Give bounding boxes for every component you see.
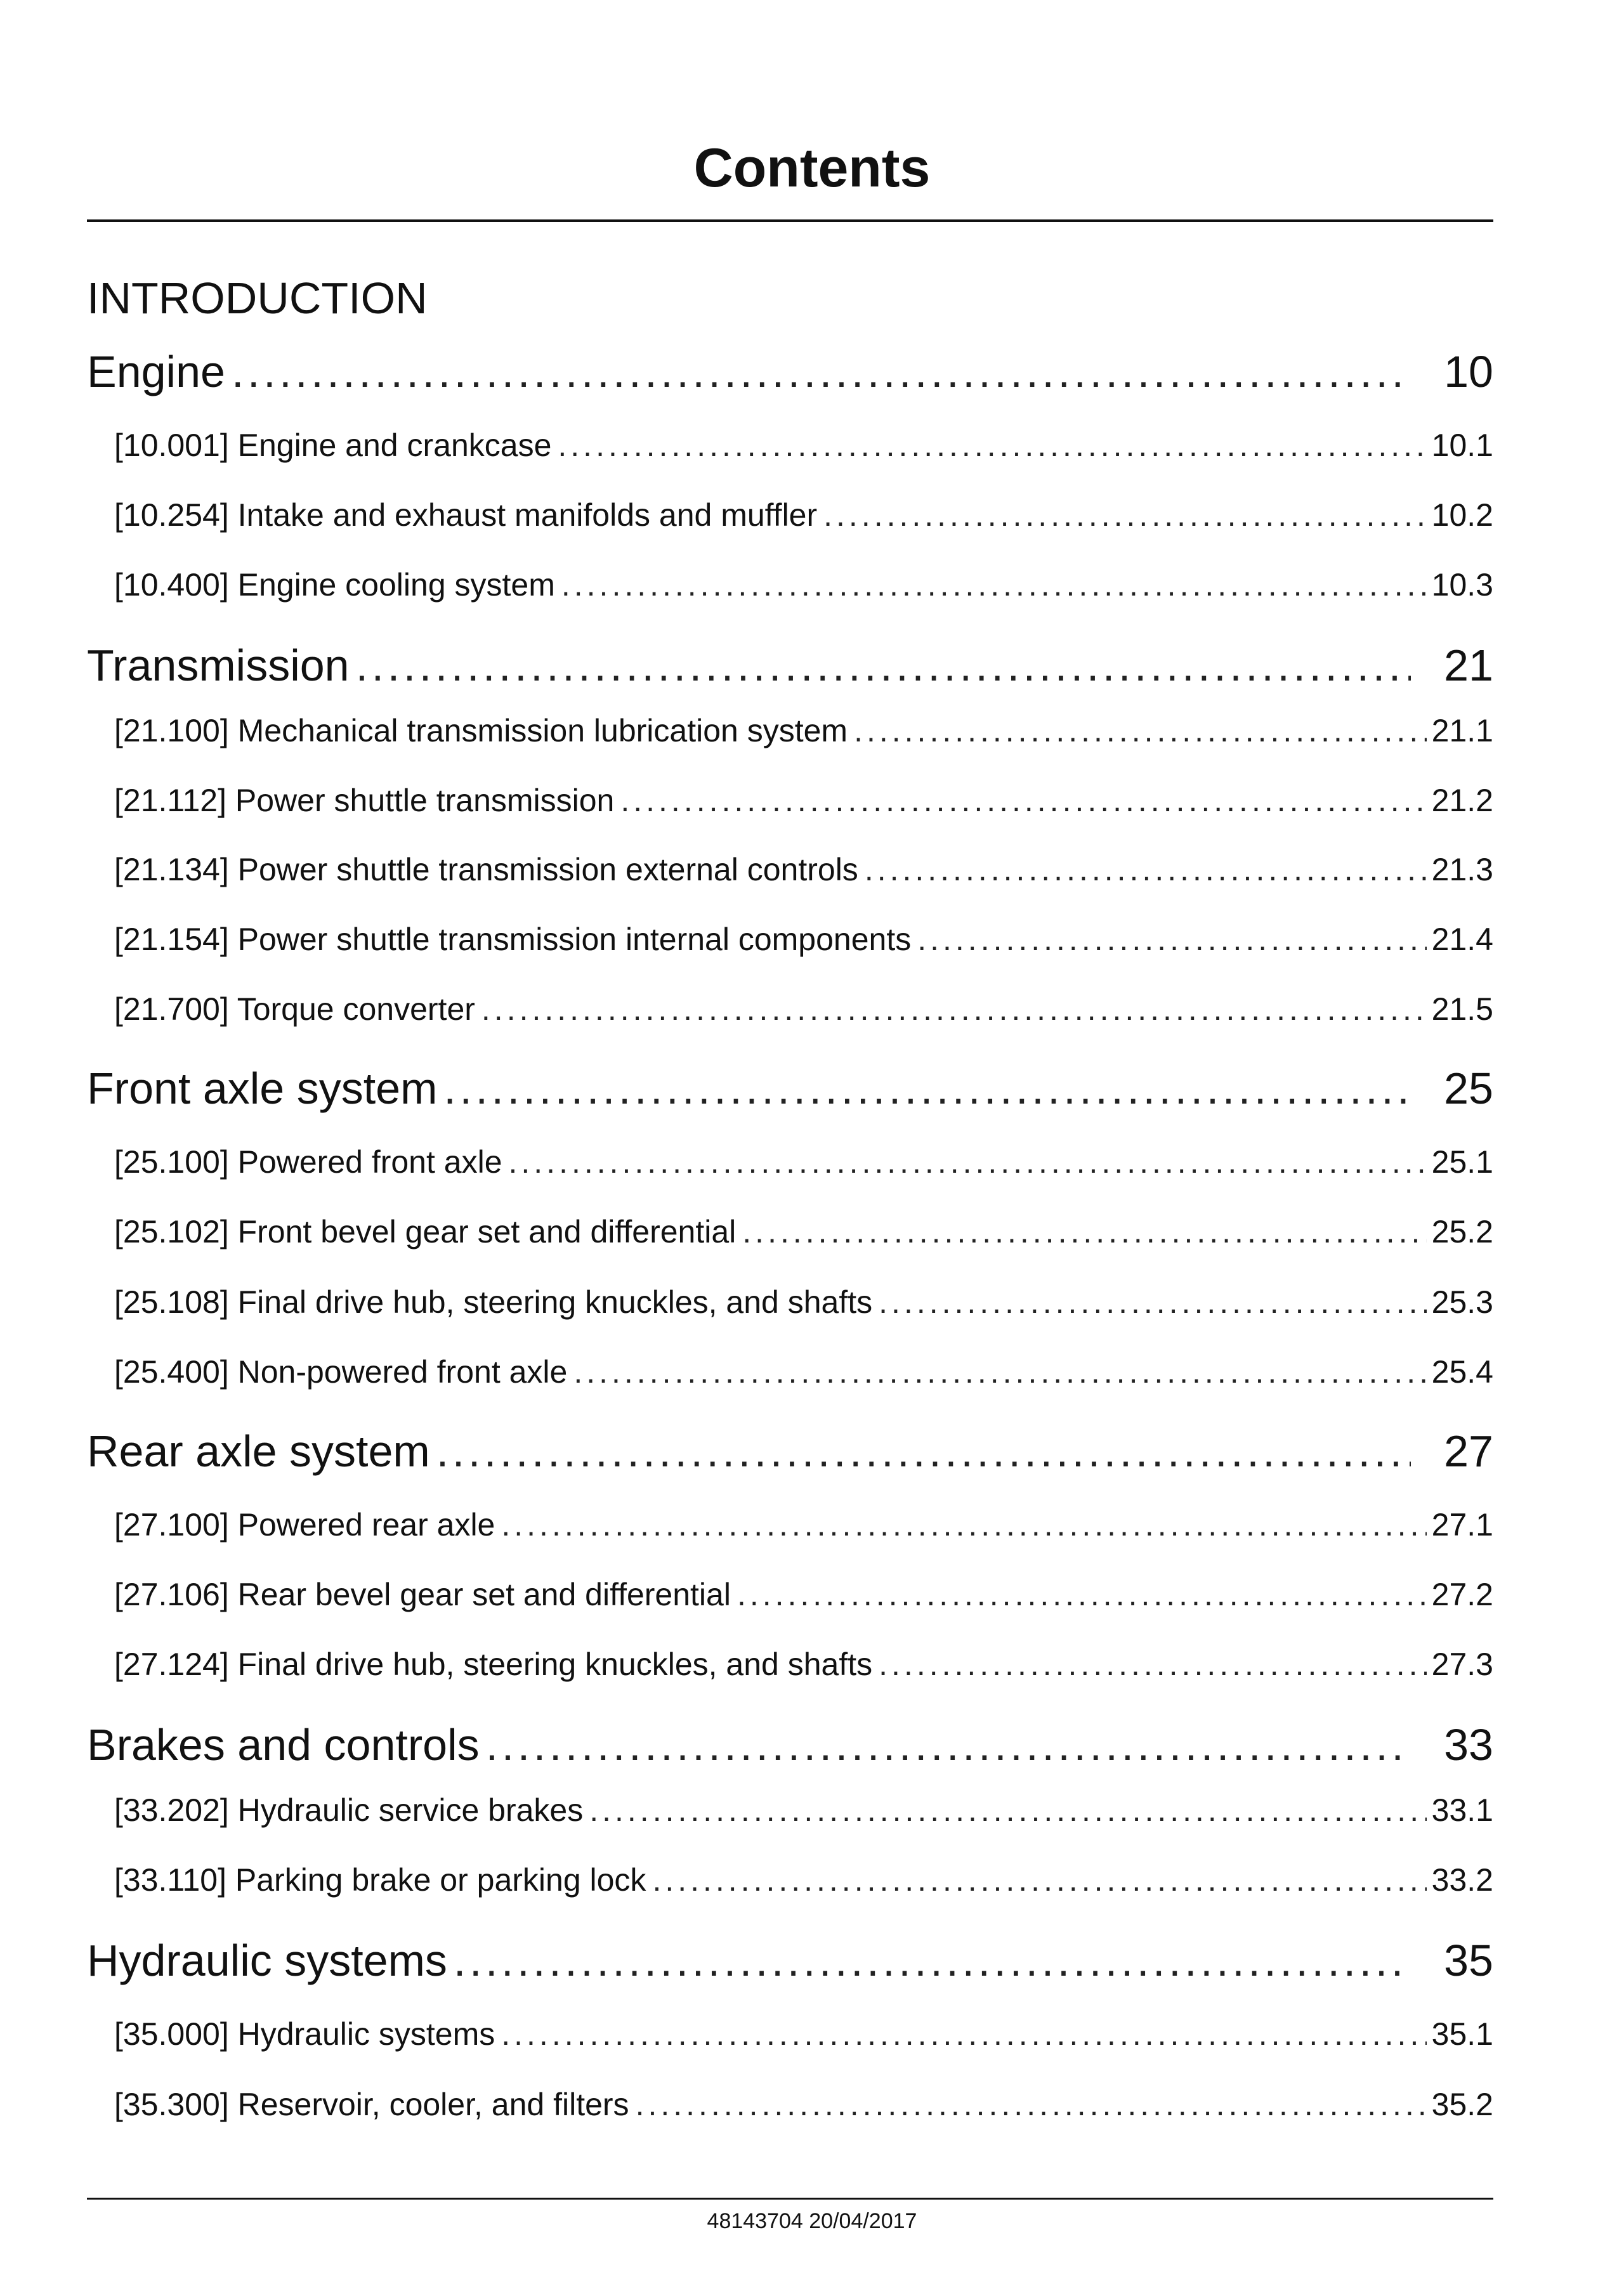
dot-leader xyxy=(573,1349,1426,1395)
page-number: 27.1 xyxy=(1431,1507,1493,1543)
section-title: [10.254] Intake and exhaust manifolds and muffler xyxy=(114,497,818,533)
toc-section[interactable] xyxy=(114,847,1493,892)
toc-section[interactable] xyxy=(114,422,1493,468)
chapter-title: Rear axle system xyxy=(87,1426,430,1476)
dot-leader xyxy=(742,1209,1426,1255)
dot-leader xyxy=(454,1930,1411,1991)
toc-section[interactable] xyxy=(114,1787,1493,1833)
toc-chapter-brakes-and-controls[interactable] xyxy=(87,1714,1493,1775)
footer-divider xyxy=(87,2198,1493,2200)
toc-section[interactable] xyxy=(114,1209,1493,1255)
section-title: [25.100] Powered front axle xyxy=(114,1144,502,1180)
page-number: 10.2 xyxy=(1431,497,1493,533)
dot-leader xyxy=(879,1641,1427,1687)
dot-leader xyxy=(509,1139,1427,1185)
introduction-heading: INTRODUCTION xyxy=(87,273,428,323)
section-title: [35.000] Hydraulic systems xyxy=(114,2016,495,2052)
chapter-title: Hydraulic systems xyxy=(87,1936,447,1985)
section-title: [21.100] Mechanical transmission lubrication system xyxy=(114,713,848,748)
page-number: 21.2 xyxy=(1431,783,1493,818)
chapter-title: Front axle system xyxy=(87,1064,438,1113)
page-number: 33.1 xyxy=(1431,1792,1493,1828)
dot-leader xyxy=(865,847,1427,892)
dot-leader xyxy=(232,341,1411,402)
dot-leader xyxy=(561,562,1427,608)
toc-section[interactable] xyxy=(114,492,1493,538)
page-number: 21.3 xyxy=(1431,852,1493,887)
chapter-title: Brakes and controls xyxy=(87,1720,480,1770)
toc-section[interactable] xyxy=(114,708,1493,753)
toc-section[interactable] xyxy=(114,1139,1493,1185)
dot-leader xyxy=(917,916,1426,962)
toc-section[interactable] xyxy=(114,916,1493,962)
section-title: [21.134] Power shuttle transmission external controls xyxy=(114,852,858,887)
dot-leader xyxy=(854,708,1427,753)
page-number: 21.4 xyxy=(1431,922,1493,957)
section-title: [27.106] Rear bevel gear set and differential xyxy=(114,1577,731,1612)
page-number: 10 xyxy=(1444,347,1493,396)
dot-leader xyxy=(636,2082,1427,2127)
page-number: 35.2 xyxy=(1431,2087,1493,2122)
section-title: [10.001] Engine and crankcase xyxy=(114,427,552,463)
section-title: [21.112] Power shuttle transmission xyxy=(114,783,615,818)
toc-section[interactable] xyxy=(114,1502,1493,1548)
dot-leader xyxy=(652,1857,1426,1903)
chapter-title: Engine xyxy=(87,347,225,396)
page-number: 21.1 xyxy=(1431,713,1493,748)
toc-section[interactable] xyxy=(114,1572,1493,1617)
page-number: 25.2 xyxy=(1431,1214,1493,1249)
page-number: 27.2 xyxy=(1431,1577,1493,1612)
dot-leader xyxy=(501,1502,1426,1548)
dot-leader xyxy=(486,1714,1411,1775)
toc-chapter-engine[interactable] xyxy=(87,341,1493,402)
toc-section[interactable] xyxy=(114,2011,1493,2057)
toc-chapter-transmission[interactable] xyxy=(87,635,1493,696)
page-number: 21.5 xyxy=(1431,991,1493,1027)
page-number: 25.3 xyxy=(1431,1284,1493,1320)
toc-section[interactable] xyxy=(114,562,1493,608)
toc-chapter-front-axle-system[interactable] xyxy=(87,1058,1493,1119)
page-title: Contents xyxy=(693,138,931,199)
section-title: [27.100] Powered rear axle xyxy=(114,1507,495,1543)
chapter-title: Transmission xyxy=(87,641,350,690)
section-title: [25.108] Final drive hub, steering knuckles, and shafts xyxy=(114,1284,873,1320)
section-title: [10.400] Engine cooling system xyxy=(114,567,555,603)
section-title: [35.300] Reservoir, cooler, and filters xyxy=(114,2087,629,2122)
page-number: 27.3 xyxy=(1431,1647,1493,1682)
dot-leader xyxy=(436,1421,1411,1482)
page-number: 35.1 xyxy=(1431,2016,1493,2052)
section-title: [25.400] Non-powered front axle xyxy=(114,1354,568,1390)
page-number: 25.4 xyxy=(1431,1354,1493,1390)
dot-leader xyxy=(443,1058,1411,1119)
page-number: 33 xyxy=(1444,1720,1493,1770)
page-number: 33.2 xyxy=(1431,1862,1493,1898)
page-number: 35 xyxy=(1444,1936,1493,1985)
section-title: [25.102] Front bevel gear set and differential xyxy=(114,1214,737,1249)
dot-leader xyxy=(823,492,1427,538)
page-number: 27 xyxy=(1444,1426,1493,1476)
section-title: [27.124] Final drive hub, steering knuckles, and shafts xyxy=(114,1647,873,1682)
page-number: 25.1 xyxy=(1431,1144,1493,1180)
toc-section[interactable] xyxy=(114,2082,1493,2127)
section-title: [33.110] Parking brake or parking lock xyxy=(114,1862,646,1898)
toc-section[interactable] xyxy=(114,1279,1493,1325)
dot-leader xyxy=(558,422,1426,468)
section-title: [33.202] Hydraulic service brakes xyxy=(114,1792,584,1828)
dot-leader xyxy=(620,778,1426,823)
page-number: 21 xyxy=(1444,641,1493,690)
page-number: 10.1 xyxy=(1431,427,1493,463)
dot-leader xyxy=(879,1279,1427,1325)
section-title: [21.700] Torque converter xyxy=(114,991,475,1027)
dot-leader xyxy=(356,635,1411,696)
toc-chapter-rear-axle-system[interactable] xyxy=(87,1421,1493,1482)
toc-section[interactable] xyxy=(114,778,1493,823)
toc-chapter-hydraulic-systems[interactable] xyxy=(87,1930,1493,1991)
toc-section[interactable] xyxy=(114,1349,1493,1395)
page-number: 25 xyxy=(1444,1064,1493,1113)
dot-leader xyxy=(481,986,1427,1032)
dot-leader xyxy=(737,1572,1427,1617)
dot-leader xyxy=(501,2011,1426,2057)
header-divider xyxy=(87,219,1493,222)
toc-section[interactable] xyxy=(114,1641,1493,1687)
dot-leader xyxy=(589,1787,1426,1833)
section-title: [21.154] Power shuttle transmission internal components xyxy=(114,922,912,957)
footer-doc-id-date: 48143704 20/04/2017 xyxy=(707,2209,917,2233)
page-number: 10.3 xyxy=(1431,567,1493,603)
toc-section[interactable] xyxy=(114,986,1493,1032)
toc-section[interactable] xyxy=(114,1857,1493,1903)
